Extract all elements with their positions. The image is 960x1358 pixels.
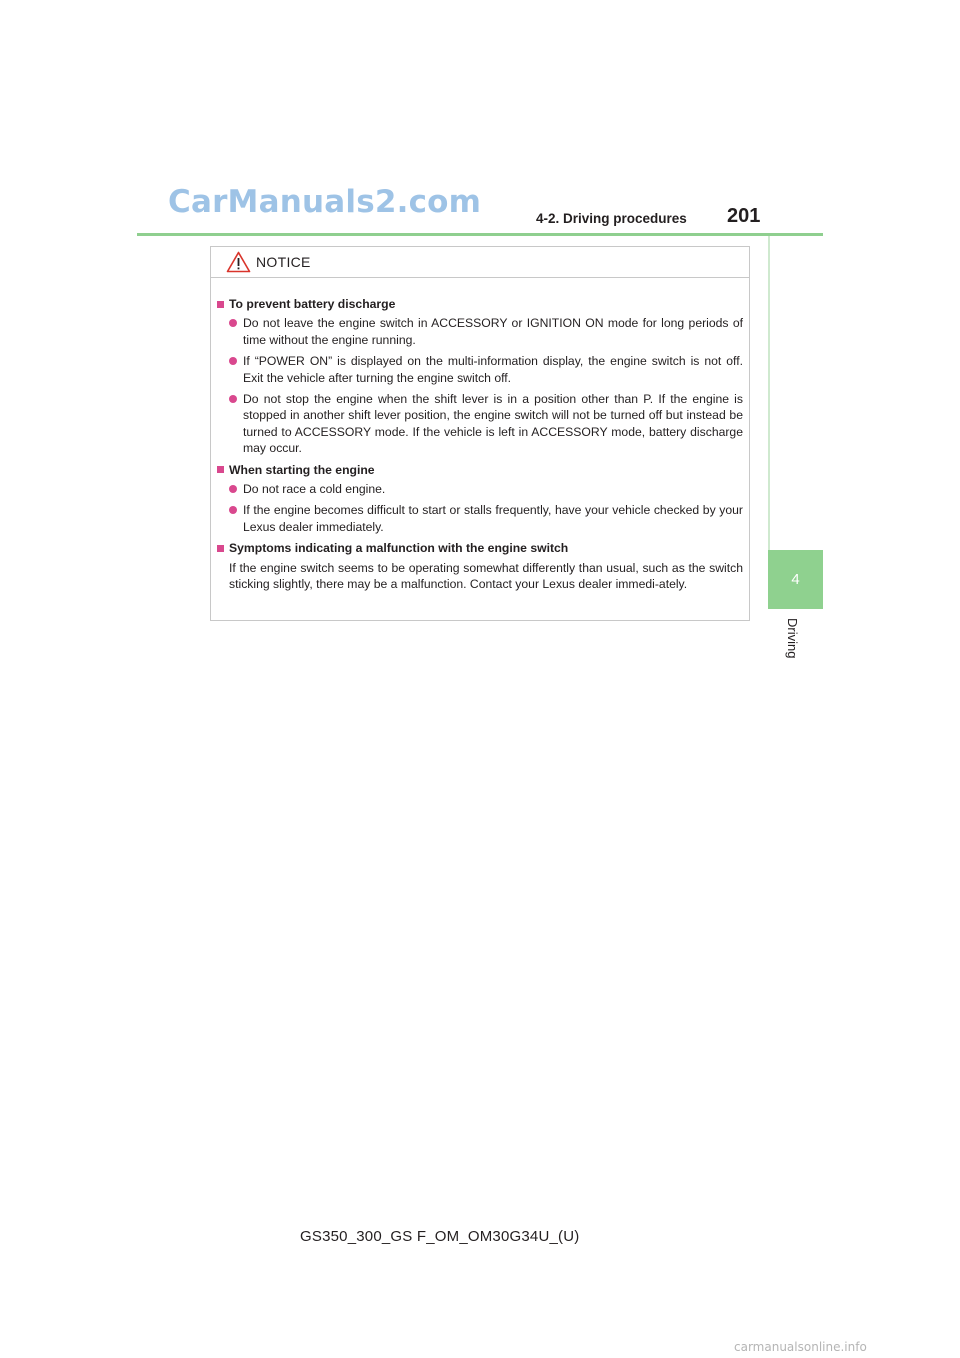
square-bullet-icon xyxy=(217,545,224,552)
square-bullet-icon xyxy=(217,466,224,473)
document-code: GS350_300_GS F_OM_OM30G34U_(U) xyxy=(300,1228,580,1245)
list-item: Do not race a cold engine. xyxy=(217,481,743,497)
chapter-tab[interactable] xyxy=(768,550,823,609)
list-item: Do not stop the engine when the shift lever is in a position other than P. If the engine is stopped in another shift lever position, the engine switch will not be turned off but instead be turned to ACCESSORY mode. If the vehicle is left in ACCESSORY mode, battery discharge may occur. xyxy=(217,391,743,457)
warning-triangle-icon xyxy=(226,251,251,273)
dot-bullet-icon xyxy=(229,395,237,403)
notice-title: NOTICE xyxy=(256,254,311,270)
dot-bullet-icon xyxy=(229,357,237,365)
square-bullet-icon xyxy=(217,301,224,308)
section-title: 4-2. Driving procedures xyxy=(536,211,687,226)
section-paragraph: If the engine switch seems to be operating somewhat differently than usual, such as the switch sticking slightly, there may be a malfunction. Contact your Lexus dealer immedi-ately. xyxy=(229,560,743,592)
header-rule xyxy=(137,233,823,236)
page-number: 201 xyxy=(727,205,761,227)
section-heading: When starting the engine xyxy=(217,462,743,478)
dot-bullet-icon xyxy=(229,319,237,327)
chapter-number: 4 xyxy=(791,571,800,588)
section-heading: Symptoms indicating a malfunction with the engine switch xyxy=(217,540,743,556)
list-item: If the engine becomes difficult to start or stalls frequently, have your vehicle checked by your Lexus dealer immediately. xyxy=(217,502,743,535)
section-heading: To prevent battery discharge xyxy=(217,296,743,312)
notice-body xyxy=(211,278,749,593)
watermark-logo: CarManuals2.com xyxy=(168,184,482,220)
notice-header xyxy=(211,247,749,278)
list-item: Do not leave the engine switch in ACCESSORY or IGNITION ON mode for long periods of time without the engine running. xyxy=(217,315,743,348)
list-item: If “POWER ON” is displayed on the multi-information display, the engine switch is not off. Exit the vehicle after turning the engine switch off. xyxy=(217,353,743,386)
dot-bullet-icon xyxy=(229,506,237,514)
dot-bullet-icon xyxy=(229,485,237,493)
side-rule xyxy=(768,236,770,550)
watermark-footer: carmanualsonline.info xyxy=(734,1340,867,1354)
chapter-label: Driving xyxy=(785,618,800,659)
notice-box xyxy=(210,246,750,621)
